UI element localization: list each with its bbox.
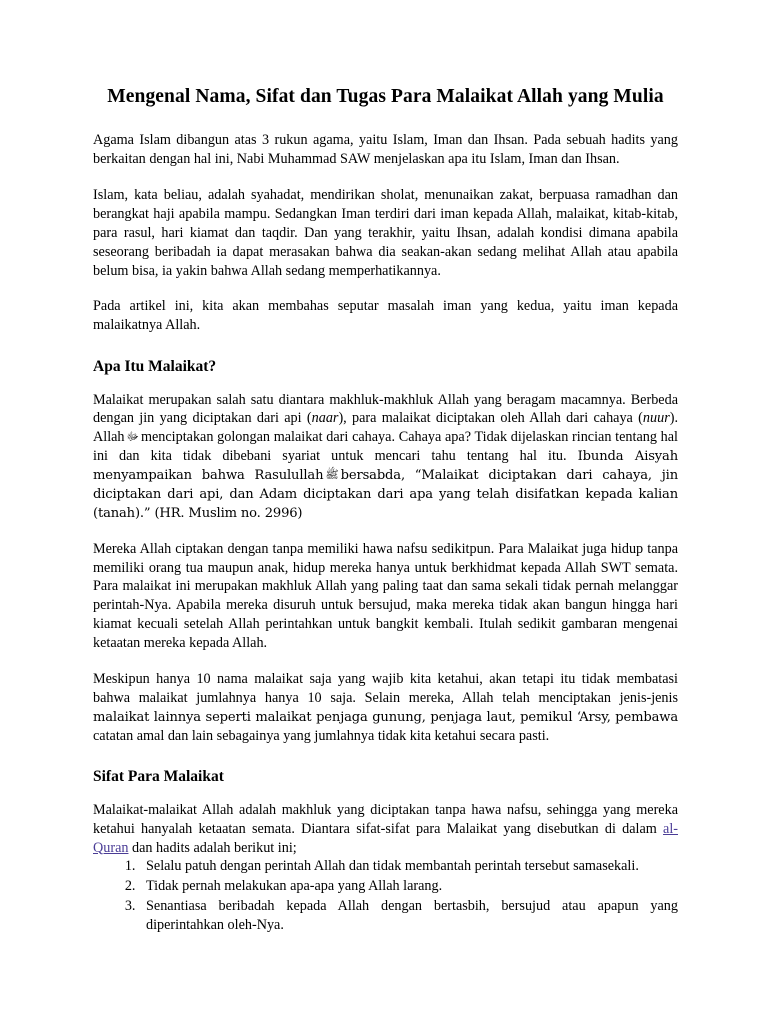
sifat-intro-paragraph	[93, 801, 678, 858]
count-text-a: Meskipun hanya 10 nama malaikat saja yang wajib kita ketahui, akan tetapi itu tidak membatasi bahwa malaikat jumlahnya hanya 10 saja. Selain mereka, Allah telah menciptakan jenis-jenis	[93, 670, 678, 706]
sifat-text-a: Malaikat-malaikat Allah adalah makhluk yang diciptakan tanpa hawa nafsu, sehingga yang mereka ketahui hanyalah ketaatan semata. Diantara sifat-sifat para Malaikat yang disebutkan di dalam	[93, 801, 678, 837]
count-text-c: catatan amal dan lain sebagainya yang jumlahnya tidak kita ketahui secara pasti.	[93, 727, 550, 744]
malaikat-definition-paragraph	[93, 391, 678, 523]
jalla-jalaluhu-icon: ﷻ	[126, 430, 139, 444]
list-item: 1. Selalu patuh dengan perintah Allah dan tidak membantah perintah tersebut samasekali.	[139, 857, 678, 876]
term-nuur: nuur	[642, 410, 670, 427]
definition-text-a: Malaikat merupakan salah satu diantara makhluk-makhluk Allah yang beragam macamnya. Berbeda dengan jin yang diciptakan dari api (	[93, 391, 678, 427]
intro-paragraph-3: Pada artikel ini, kita akan membahas seputar masalah iman yang kedua, yaitu iman kepada malaikatnya Allah.	[93, 298, 678, 334]
count-text-b: malaikat lainnya seperti malaikat penjaga gunung, penjaga laut, pemikul ‘Arsy, pembawa	[93, 709, 678, 725]
intro-paragraph-1: Agama Islam dibangun atas 3 rukun agama, yaitu Islam, Iman dan Ihsan. Pada sebuah hadits yang berkaitan dengan hal ini, Nabi Muhammad SAW menjelaskan apa itu Islam, Iman dan Ihsan.	[93, 132, 678, 168]
sifat-list	[93, 857, 678, 935]
malaikat-count-paragraph	[93, 670, 678, 746]
hadith-intro-text: Ibunda Aisyah menyampaikan bahwa Rasulullah	[93, 449, 678, 484]
page-title: Mengenal Nama, Sifat dan Tugas Para Malaikat Allah yang Mulia	[107, 86, 664, 107]
list-item: 2. Tidak pernah melakukan apa-apa yang Allah larang.	[139, 877, 678, 896]
definition-text-c: ). Allah	[93, 410, 678, 446]
heading-apa-itu-malaikat: Apa Itu Malaikat?	[93, 358, 217, 376]
hadith-quote-text: bersabda, “Malaikat diciptakan dari cahaya, jin diciptakan dari api, dan Adam diciptakan dari apa yang telah disifatkan kepada kalian (tanah).” (HR. Muslim no. 2996)	[93, 468, 678, 521]
list-item: 3. Senantiasa beribadah kepada Allah dengan bertasbih, bersujud atau apapun yang diperintahkan oleh-Nya.	[139, 897, 678, 935]
sifat-text-b: dan hadits adalah berikut ini;	[128, 839, 297, 856]
sallallahu-alayhi-wasallam-icon: ﷺ	[325, 468, 339, 482]
malaikat-nature-paragraph: Mereka Allah ciptakan dengan tanpa memiliki hawa nafsu sedikitpun. Para Malaikat juga hidup tanpa memiliki orang tua maupun anak, hidup mereka hanya untuk berkhidmat kepada Allah SWT semata. Para malaikat ini merupakan makhluk Allah yang paling taat dan sama sekali tidak pernah melanggar perintah-Nya. Apabila mereka disuruh untuk bersujud, maka mereka tidak akan bangun hingga hari kiamat kecuali setelah Allah perintahkan untuk bangkit kembali. Itulah sedikit gambaran mengenai ketaatan mereka kepada Allah.	[93, 540, 678, 652]
definition-text-b: ), para malaikat diciptakan oleh Allah dari cahaya (	[338, 410, 643, 427]
heading-sifat-para-malaikat: Sifat Para Malaikat	[93, 768, 224, 786]
definition-text-d: menciptakan golongan malaikat dari cahaya. Cahaya apa? Tidak dijelaskan rincian tentang hal ini dan kita tidak dibebani syariat untuk mencari tahu tentang hal itu.	[93, 429, 678, 465]
term-naar: naar	[311, 410, 339, 427]
al-quran-link[interactable]: al-Quran	[93, 820, 678, 856]
intro-paragraph-2: Islam, kata beliau, adalah syahadat, mendirikan sholat, menunaikan zakat, berpuasa ramadhan dan berangkat haji apabila mampu. Sedangkan Iman terdiri dari iman kepada Allah, malaikat, kitab-kitab, para rasul, hari kiamat dan taqdir. Dan yang terakhir, yaitu Ihsan, adalah kondisi dimana apabila seseorang beribadah ia dapat merasakan bahwa dia seakan-akan sedang melihat Allah atau apabila belum bisa, ia yakin bahwa Allah sedang memperhatikannya.	[93, 187, 678, 279]
